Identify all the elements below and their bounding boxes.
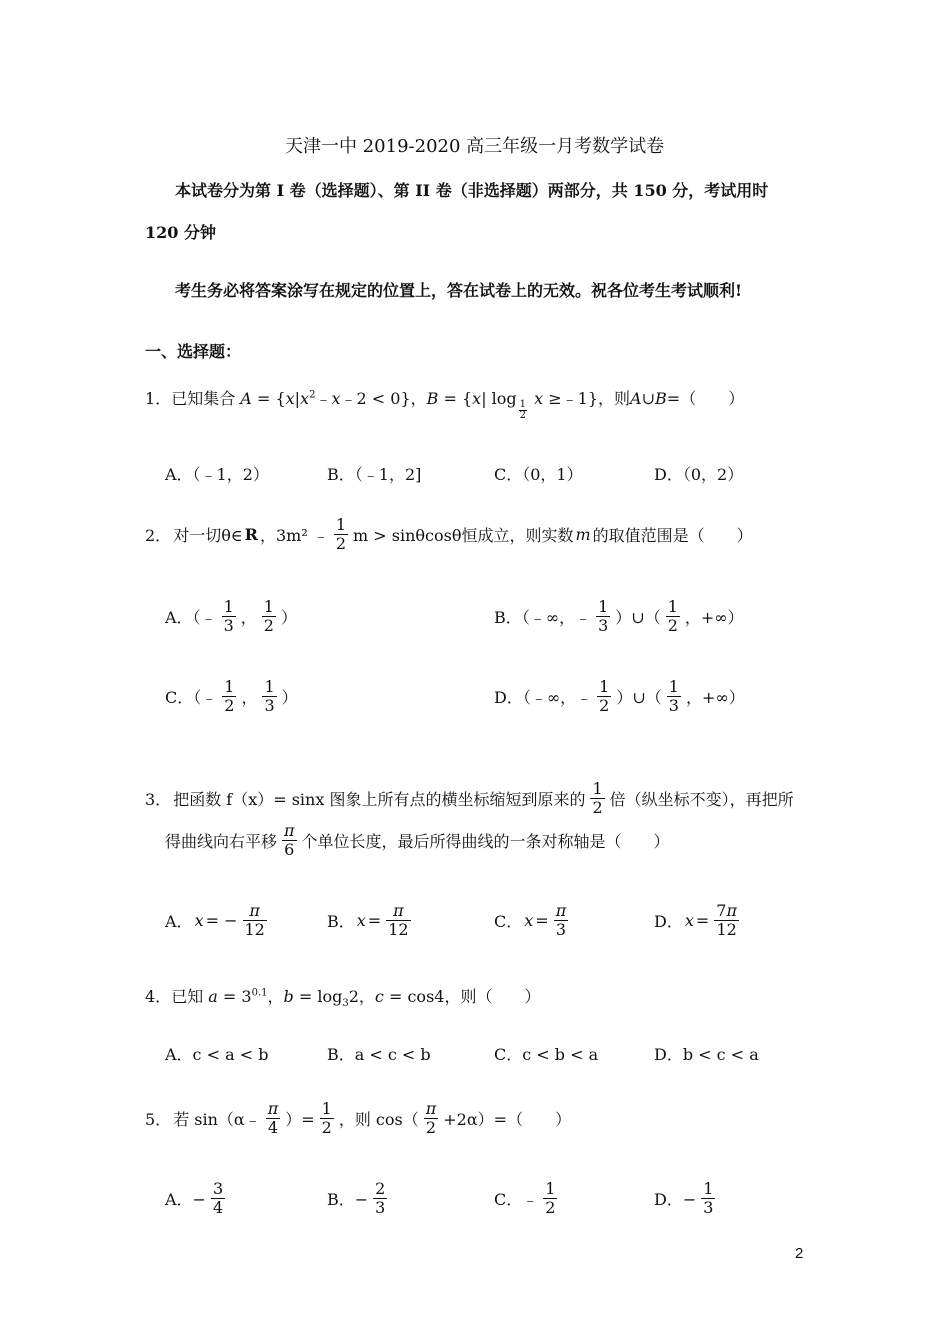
question-text: 倍（纵坐标不变），再把所 bbox=[609, 790, 794, 809]
question-text: 已知集合 bbox=[171, 389, 236, 408]
question-text: 个单位长度，最后所得曲线的一条对称轴是（ ） bbox=[301, 832, 670, 851]
page-number: 2 bbox=[795, 1245, 804, 1262]
option-d[interactable]: D． x = $\frac{7\pi}{12}$ bbox=[654, 901, 737, 939]
option-b[interactable]: B．− $\frac{2}{3}$ bbox=[327, 1179, 386, 1217]
option-b[interactable]: B．（﹣1，2] bbox=[327, 465, 422, 484]
question-number: 5． bbox=[145, 1110, 172, 1129]
given-expressions: $a = 3^{0.1}$，$b = \log_32$，c = cos4 bbox=[208, 987, 445, 1010]
question-number: 4． bbox=[145, 987, 172, 1006]
fraction: $\frac{1}{2}$ bbox=[335, 515, 347, 553]
question-text: ，3m² ﹣ bbox=[259, 526, 329, 545]
option-b[interactable]: B．a < c < b bbox=[327, 1045, 431, 1064]
question-text: ，则 cos（ bbox=[338, 1110, 419, 1129]
question-text: 把函数 f（x）= sinx 图象上所有点的横坐标缩短到原来的 bbox=[173, 790, 586, 809]
set-a-expression: $A = \{x|x^2﹣x﹣2 < 0\}$ bbox=[240, 389, 411, 408]
option-c[interactable]: C．c < b < a bbox=[494, 1045, 599, 1064]
section-heading: 一、选择题： bbox=[145, 342, 242, 361]
question-text: ）= bbox=[285, 1110, 315, 1129]
question-number: 3． bbox=[145, 790, 172, 809]
option-b[interactable]: B．（﹣∞，﹣ $\frac{1}{3}$ ）∪（ $\frac{1}{2}$ ，+∞） bbox=[494, 597, 744, 635]
question-5: 5． 若 sin（α﹣ $\frac{\pi}{4}$ ）= $\frac{1}{2}$ ，则 cos（ $\frac{\pi}{2}$ +2α）=（ ） bbox=[145, 1099, 572, 1137]
union-expression: A∪B bbox=[630, 389, 667, 408]
question-text: m > sinθcosθ恒成立，则实数 bbox=[353, 526, 574, 545]
set-b-expression: B = {x| log $\frac{1}{2}$ x ≥﹣1} bbox=[426, 389, 599, 421]
question-number: 1． bbox=[145, 389, 172, 408]
question-3: 3． 把函数 f（x）= sinx 图象上所有点的横坐标缩短到原来的 $\frac{1}{2}$ 倍（纵坐标不变），再把所 bbox=[145, 779, 794, 817]
option-d[interactable]: D．b < c < a bbox=[654, 1045, 759, 1064]
question-text: +2α）=（ ） bbox=[443, 1110, 572, 1129]
option-a[interactable]: A．（﹣ $\frac{1}{3}$ ， $\frac{1}{2}$ ） bbox=[165, 597, 297, 635]
question-text: 已知 bbox=[171, 987, 204, 1006]
option-c[interactable]: C．（﹣ $\frac{1}{2}$ ， $\frac{1}{3}$ ） bbox=[165, 677, 298, 715]
question-text: 若 sin（α﹣ bbox=[173, 1110, 261, 1129]
option-a[interactable]: A．（﹣1，2） bbox=[165, 465, 269, 484]
question-4 bbox=[145, 984, 540, 1009]
question-text: =（ ） bbox=[666, 389, 745, 408]
exam-notice: 考生务必将答案涂写在规定的位置上，答在试卷上的无效。祝各位考生考试顺利! bbox=[175, 281, 743, 300]
question-text: 的取值范围是（ ） bbox=[592, 526, 753, 545]
question-2: 2． 对一切θ∈ R ，3m² ﹣ $\frac{1}{2}$ m > sinθcosθ恒成立，则实数 m 的取值范围是（ ） bbox=[145, 515, 753, 553]
option-d[interactable]: D．（﹣∞，﹣ $\frac{1}{2}$ ）∪（ $\frac{1}{3}$ ，+∞） bbox=[494, 677, 745, 715]
option-d[interactable]: D．（0，2） bbox=[654, 465, 744, 484]
question-number: 2． bbox=[145, 526, 172, 545]
question-text: ，则 bbox=[598, 389, 631, 408]
option-c[interactable]: C．﹣ $\frac{1}{2}$ bbox=[494, 1179, 556, 1217]
option-a[interactable]: A．c < a < b bbox=[165, 1045, 269, 1064]
question-text: 对一切θ∈ bbox=[173, 526, 243, 545]
question-1: 1．已知集合 $A = \{x|x^2﹣x﹣2 < 0\}$，B = {x| log $\frac{1}{2}$ x ≥﹣1}，则A∪B=（ ） bbox=[145, 389, 745, 421]
question-3-line-2: 得曲线向右平移 $\frac{\pi}{6}$ 个单位长度，最后所得曲线的一条对称轴是（ ） bbox=[165, 821, 670, 859]
option-d[interactable]: D．− $\frac{1}{3}$ bbox=[654, 1179, 714, 1217]
option-c[interactable]: C． x = $\frac{\pi}{3}$ bbox=[494, 901, 567, 939]
question-text: ，则（ ） bbox=[444, 987, 541, 1006]
option-a[interactable]: A．− $\frac{3}{4}$ bbox=[165, 1179, 224, 1217]
intro-line-2: 120 分钟 bbox=[145, 223, 216, 242]
page-title: 天津一中 2019-2020 高三年级一月考数学试卷 bbox=[285, 136, 665, 157]
option-b[interactable]: B． x = $\frac{\pi}{12}$ bbox=[327, 901, 409, 939]
question-text: 得曲线向右平移 bbox=[165, 832, 278, 851]
option-c[interactable]: C．（0，1） bbox=[494, 465, 583, 484]
intro-line-1: 本试卷分为第 I 卷（选择题）、第 II 卷（非选择题）两部分，共 150 分，考试用时 bbox=[175, 181, 769, 200]
option-a[interactable]: A． x = − $\frac{\pi}{12}$ bbox=[165, 901, 265, 939]
